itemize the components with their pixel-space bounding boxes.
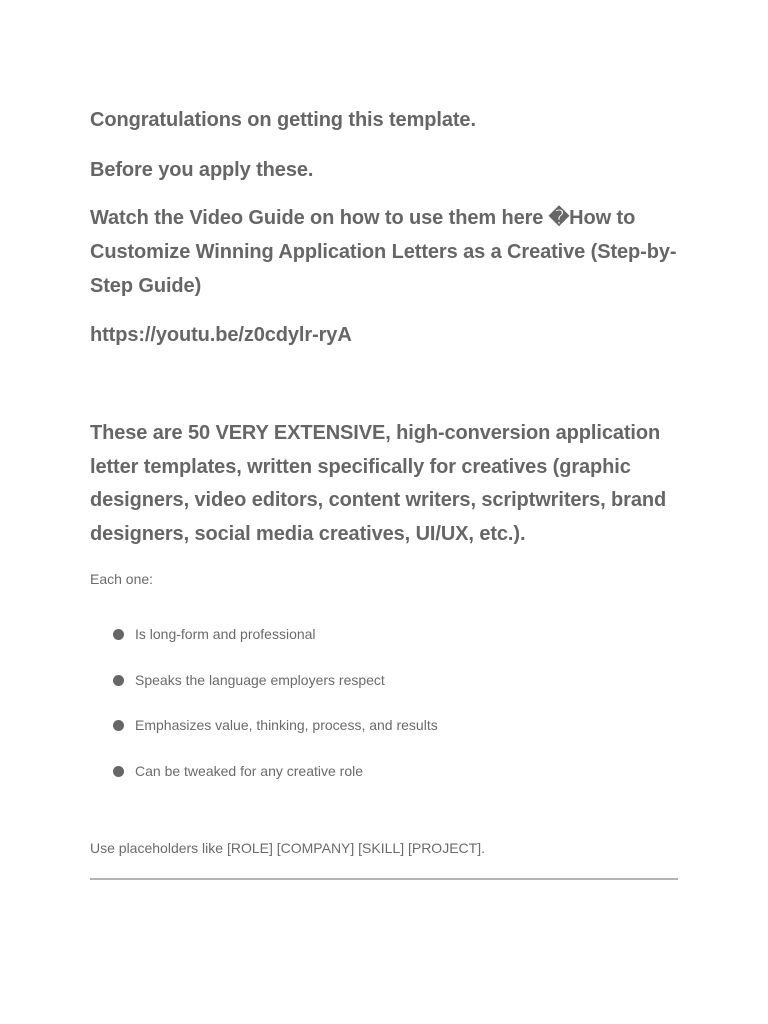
list-item (90, 713, 678, 759)
video-link-line (90, 318, 678, 352)
list-item-text: Speaks the language employers respect (135, 671, 385, 688)
features-list (90, 622, 678, 804)
video-guide-heading: Watch the Video Guide on how to use them here �How to Customize Winning Application Letters as a Creative (Step-by-Step Guide) (90, 207, 677, 297)
video-link[interactable]: https://youtu.be/z0cdylr-ryA (90, 324, 352, 346)
list-item-text: Can be tweaked for any creative role (135, 762, 364, 779)
congratulations-heading: Congratulations on getting this template. (90, 109, 476, 131)
list-item-text: Emphasizes value, thinking, process, and results (135, 717, 438, 733)
horizontal-divider (90, 878, 678, 880)
placeholders-note: Use placeholders like [ROLE] [COMPANY] [SKILL] [PROJECT]. (90, 840, 485, 856)
list-item (90, 668, 678, 714)
list-item-text: Is long-form and professional (135, 626, 316, 642)
bullet-dot-icon (113, 629, 124, 640)
bullet-dot-icon (113, 720, 124, 731)
intro-paragraph: These are 50 VERY EXTENSIVE, high-conversion application letter templates, written specifically for creatives (graphic designers, video editors, content writers, scriptwriters, brand designers, social media creatives, UI/UX, etc.). (90, 422, 667, 545)
before-apply-heading: Before you apply these. (90, 159, 314, 181)
each-one-label: Each one: (90, 571, 154, 587)
bullet-dot-icon (113, 766, 124, 777)
list-item (90, 759, 678, 805)
list-item (90, 622, 678, 668)
bullet-dot-icon (113, 675, 124, 686)
